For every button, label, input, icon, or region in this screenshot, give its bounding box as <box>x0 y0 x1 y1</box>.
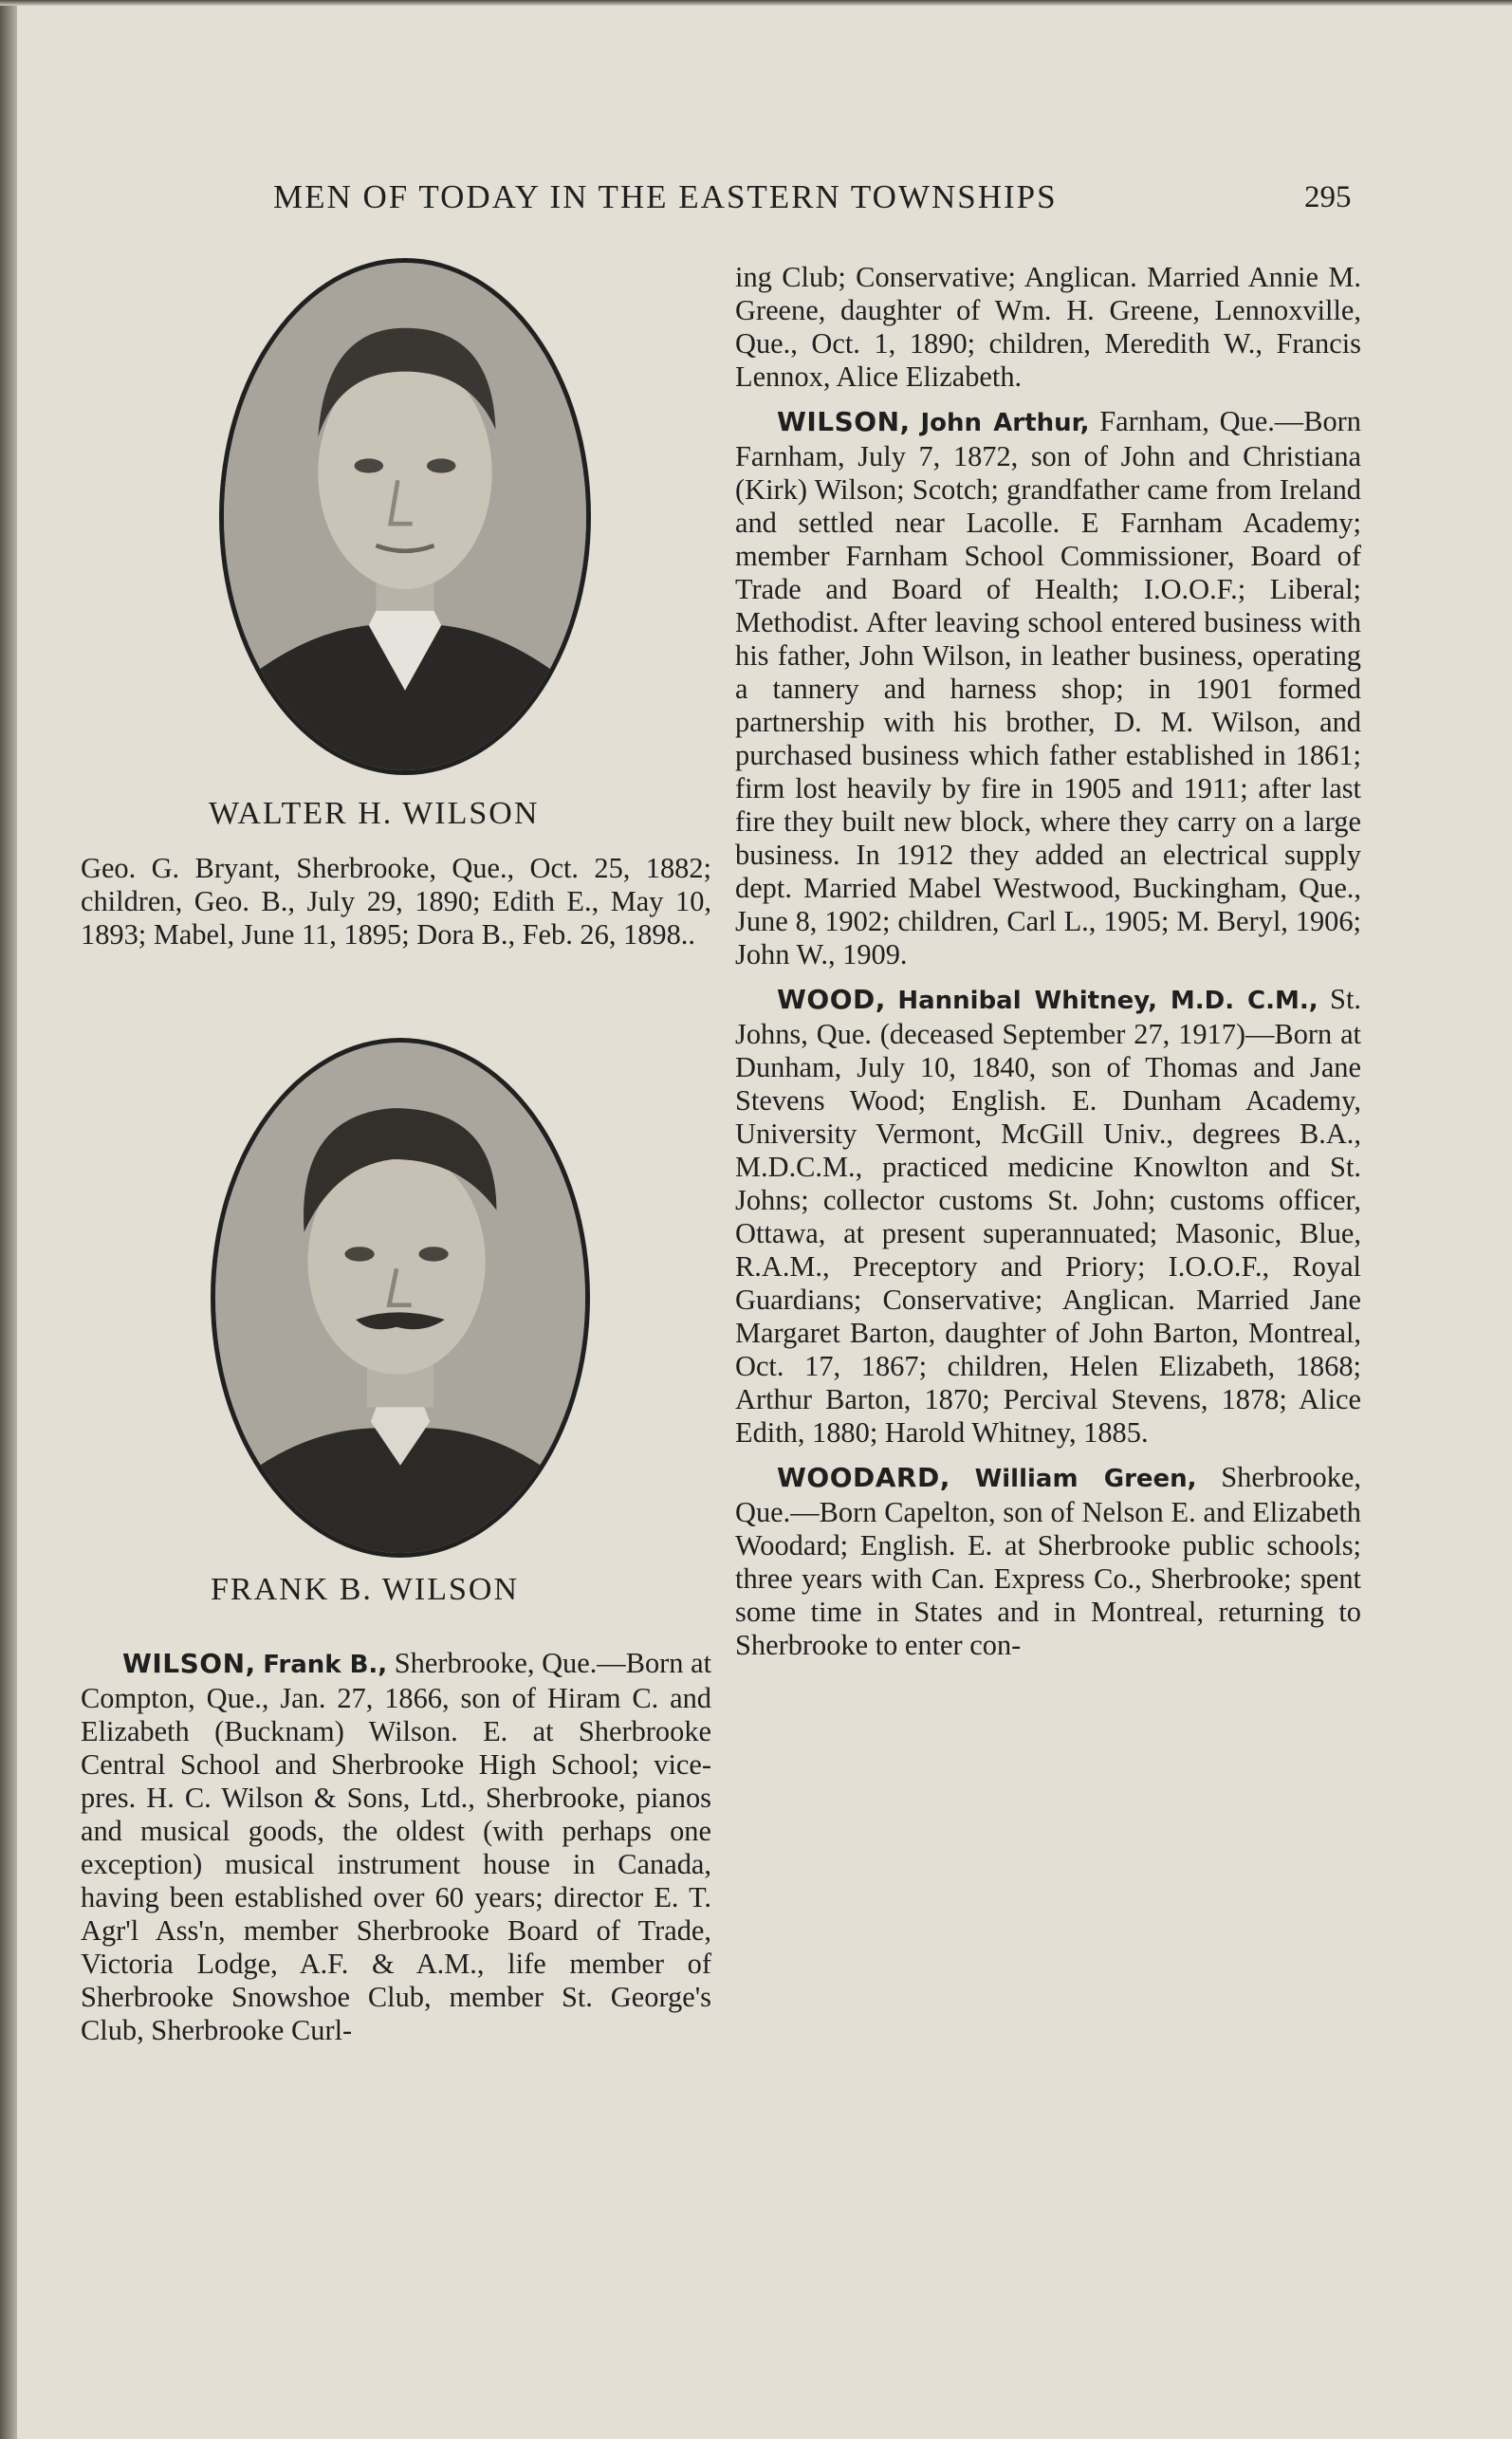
entry-surname: WILSON, <box>122 1648 256 1679</box>
left-column-continued <box>81 852 711 952</box>
left-column-entry <box>81 1647 711 2047</box>
portrait-figure <box>224 263 586 770</box>
portrait-caption: FRANK B. WILSON <box>211 1572 520 1607</box>
paragraph: Geo. G. Bryant, Sherbrooke, Que., Oct. 25, 1882; children, Geo. B., July 29, 1890; Edith E., May 10, 1893; Mabel, June 11, 1895; Dora B., Feb. 26, 1898.. <box>81 852 711 951</box>
biography-entry <box>81 1647 711 2047</box>
entry-given-name: Frank B., <box>263 1651 388 1679</box>
entry-text: Sherbrooke, Que.—Born at Compton, Que., Jan. 27, 1866, son of Hiram C. and Elizabeth (Bucknam) Wilson. E. at Sherbrooke Central School and Sherbrooke High School; vice-pres. H. C. Wilson & Sons, Ltd., Sherbrooke, pianos and musical goods, the oldest (with perhaps one exception) musical instrument house in Canada, having been established over 60 years; director E. T. Agr'l Ass'n, member Sherbrooke Board of Trade, Victoria Lodge, A.F. & A.M., life member of Sherbrooke Snowshoe Club, member St. George's Club, Sherbrooke Curl- <box>81 1647 712 2046</box>
portrait-figure <box>215 1043 585 1553</box>
entry-text: St. Johns, Que. (deceased September 27, 1917)—Born at Dunham, July 10, 1840, son of Thomas and Jane Stevens Wood; English. E. Dunham Academy, University Vermont, McGill Univ., degrees B.A., M.D.C.M., practiced medicine Knowlton and St. Johns; collector customs St. John; customs officer, Ottawa, at present superannuated; Masonic, Blue, R.A.M., Preceptory and Priory; I.O.O.F., Royal Guardians; Conservative; Anglican. Married Jane Margaret Barton, daughter of John Barton, Montreal, Oct. 17, 1867; children, Helen Elizabeth, 1868; Arthur Barton, 1870; Percival Stevens, 1878; Alice Edith, 1880; Harold Whitney, 1885. <box>735 983 1361 1449</box>
portrait-photo <box>219 258 591 775</box>
paragraph: ing Club; Conservative; Anglican. Married Annie M. Greene, daughter of Wm. H. Greene, Lennoxville, Que., Oct. 1, 1890; children, Meredith W., Francis Lennox, Alice Elizabeth. <box>735 261 1361 393</box>
biography-entry <box>735 983 1361 1450</box>
entry-surname: WILSON, <box>777 406 911 437</box>
entry-text: Farnham, Que.—Born Farnham, July 7, 1872, son of John and Christiana (Kirk) Wilson; Scotch; grandfather came from Ireland and settled near Lacolle. E Farnham Academy; member Farnham School Commissioner, Board of Trade and Board of Health; I.O.O.F.; Liberal; Methodist. After leaving school entered business with his father, John Wilson, in leather business, operating a tannery and harness shop; in 1901 formed partnership with his brother, D. M. Wilson, and purchased business which father established in 1861; firm lost heavily by fire in 1905 and 1911; after last fire they built new block, where they carry on a large business. In 1912 they added an electrical supply dept. Married Mabel Westwood, Buckingham, Que., June 8, 1902; children, Carl L., 1905; M. Beryl, 1906; John W., 1909. <box>735 405 1361 970</box>
portrait-caption: WALTER H. WILSON <box>209 796 540 831</box>
entry-given-name: Hannibal Whitney, M.D. C.M., <box>897 987 1318 1015</box>
running-title: MEN OF TODAY IN THE EASTERN TOWNSHIPS <box>273 178 1058 215</box>
biography-entry <box>735 1461 1361 1662</box>
entry-surname: WOOD, <box>777 984 886 1015</box>
entry-given-name: John Arthur, <box>920 409 1090 437</box>
portrait-photo <box>211 1038 590 1558</box>
entry-surname: WOODARD, <box>777 1462 950 1493</box>
right-column <box>735 261 1361 1662</box>
page-number: 295 <box>1304 180 1352 214</box>
entry-text: Sherbrooke, Que.—Born Capelton, son of Nelson E. and Elizabeth Woodard; English. E. at Sherbrooke public schools; three years with Can. Express Co., Sherbrooke; spent some time in States and in Montreal, returning to Sherbrooke to enter con- <box>735 1461 1361 1661</box>
entry-given-name: William Green, <box>974 1465 1197 1493</box>
biography-entry <box>735 405 1361 971</box>
